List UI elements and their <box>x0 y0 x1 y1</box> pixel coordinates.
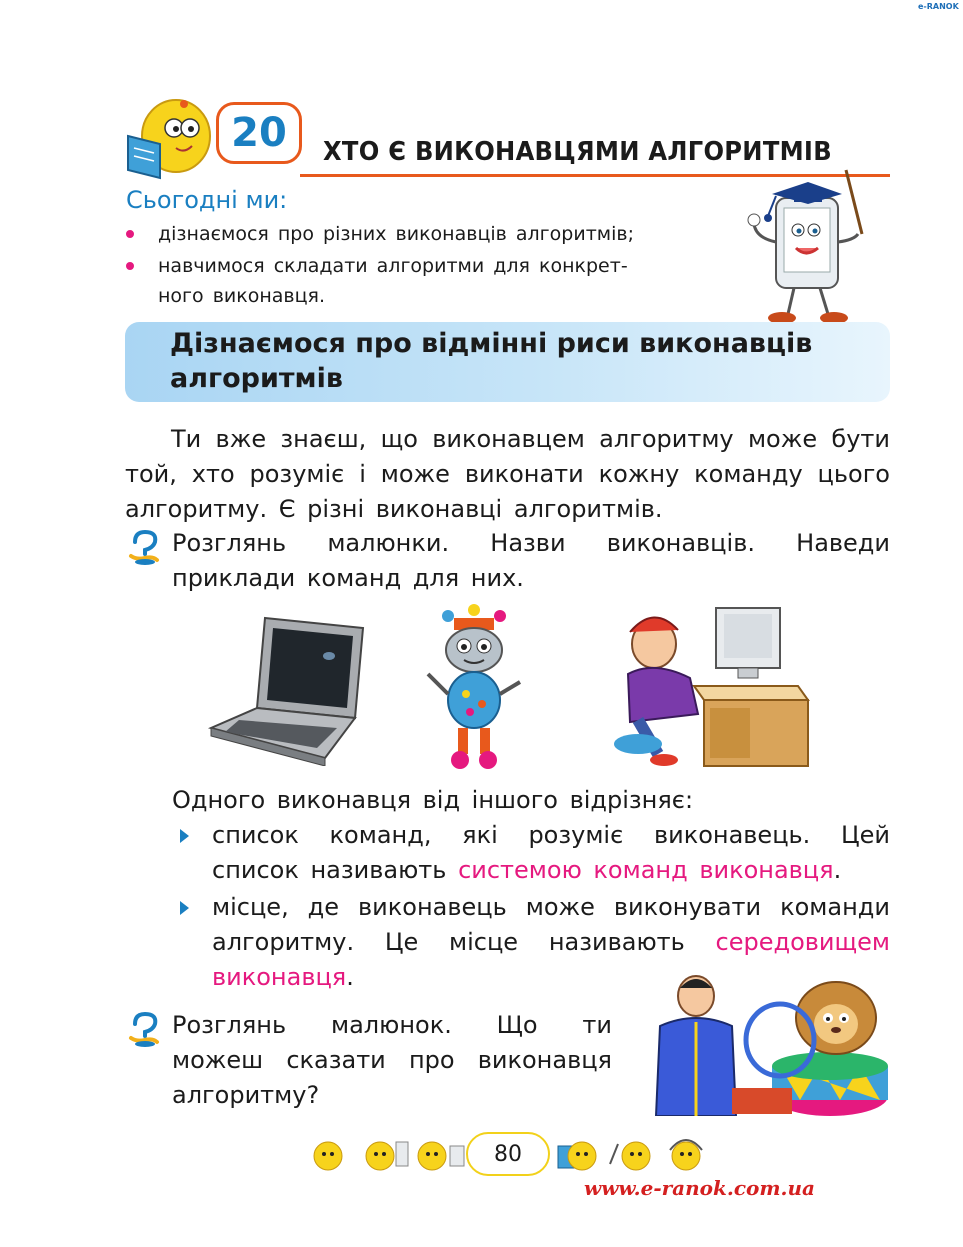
lesson-title: ХТО Є ВИКОНАВЦЯМИ АЛГОРИТМІВ <box>323 137 832 167</box>
term-environment: середовищем виконавця <box>212 928 890 991</box>
today-heading: Сьогодні ми: <box>126 186 288 214</box>
clown-robot-picture <box>418 604 530 772</box>
triangle-bullet-icon <box>180 901 189 915</box>
goal-item <box>126 252 726 280</box>
section-heading: Дізнаємося про відмінні риси виконавців алгоритмів <box>170 328 813 394</box>
difference-item-environment: місце, де виконавець може виконувати команди алгоритму. Це місце називають середовищем виконавця. <box>180 890 890 995</box>
task2-text: Розглянь малюнок. Що ти можеш сказати про виконавця алгоритму? <box>172 1011 612 1109</box>
footer-mascots-right-icon <box>552 1130 712 1180</box>
footer-mascots-left-icon <box>308 1130 468 1180</box>
triangle-bullet-icon <box>180 829 189 843</box>
lesson-number-badge: 20 <box>216 102 302 164</box>
goal-text: навчимося складати алгоритми для конкрет- <box>158 255 628 277</box>
task1-text: Розглянь малюнки. Назви виконавців. Наведи приклади команд для них. <box>172 529 890 592</box>
differences-intro: Одного виконавця від іншого відрізняє: <box>172 786 694 814</box>
goal-item-continuation <box>126 282 726 310</box>
task-question-icon <box>127 530 161 566</box>
publisher-logo: e-RANOK <box>918 2 959 11</box>
goal-text: дізнаємося про різних виконавців алгоритмів; <box>158 223 634 245</box>
bullet-icon <box>126 230 134 238</box>
boy-at-computer-picture <box>598 604 811 770</box>
page-number: 80 <box>466 1132 550 1176</box>
difference-item-command-system: список команд, які розуміє виконавець. Цей список називають системою команд виконавця. <box>180 818 890 888</box>
laptop-picture <box>205 608 370 766</box>
term-command-system: системою команд виконавця <box>458 856 834 884</box>
bullet-icon <box>126 262 134 270</box>
intro-paragraph: Ти вже знаєш, що виконавцем алгоритму може бути той, хто розуміє і може виконати кожну команду цього алгоритму. Є різні виконавці алгоритмів. <box>125 425 890 523</box>
circus-tamer-with-lion-picture <box>640 966 890 1116</box>
task-question-icon <box>127 1012 161 1048</box>
mascot-reading-book-icon <box>124 96 216 182</box>
goal-text: ного виконавця. <box>158 285 326 307</box>
tablet-teacher-character-icon <box>742 168 872 328</box>
publisher-website: www.e-ranok.com.ua <box>584 1176 815 1200</box>
goal-item <box>126 220 726 248</box>
